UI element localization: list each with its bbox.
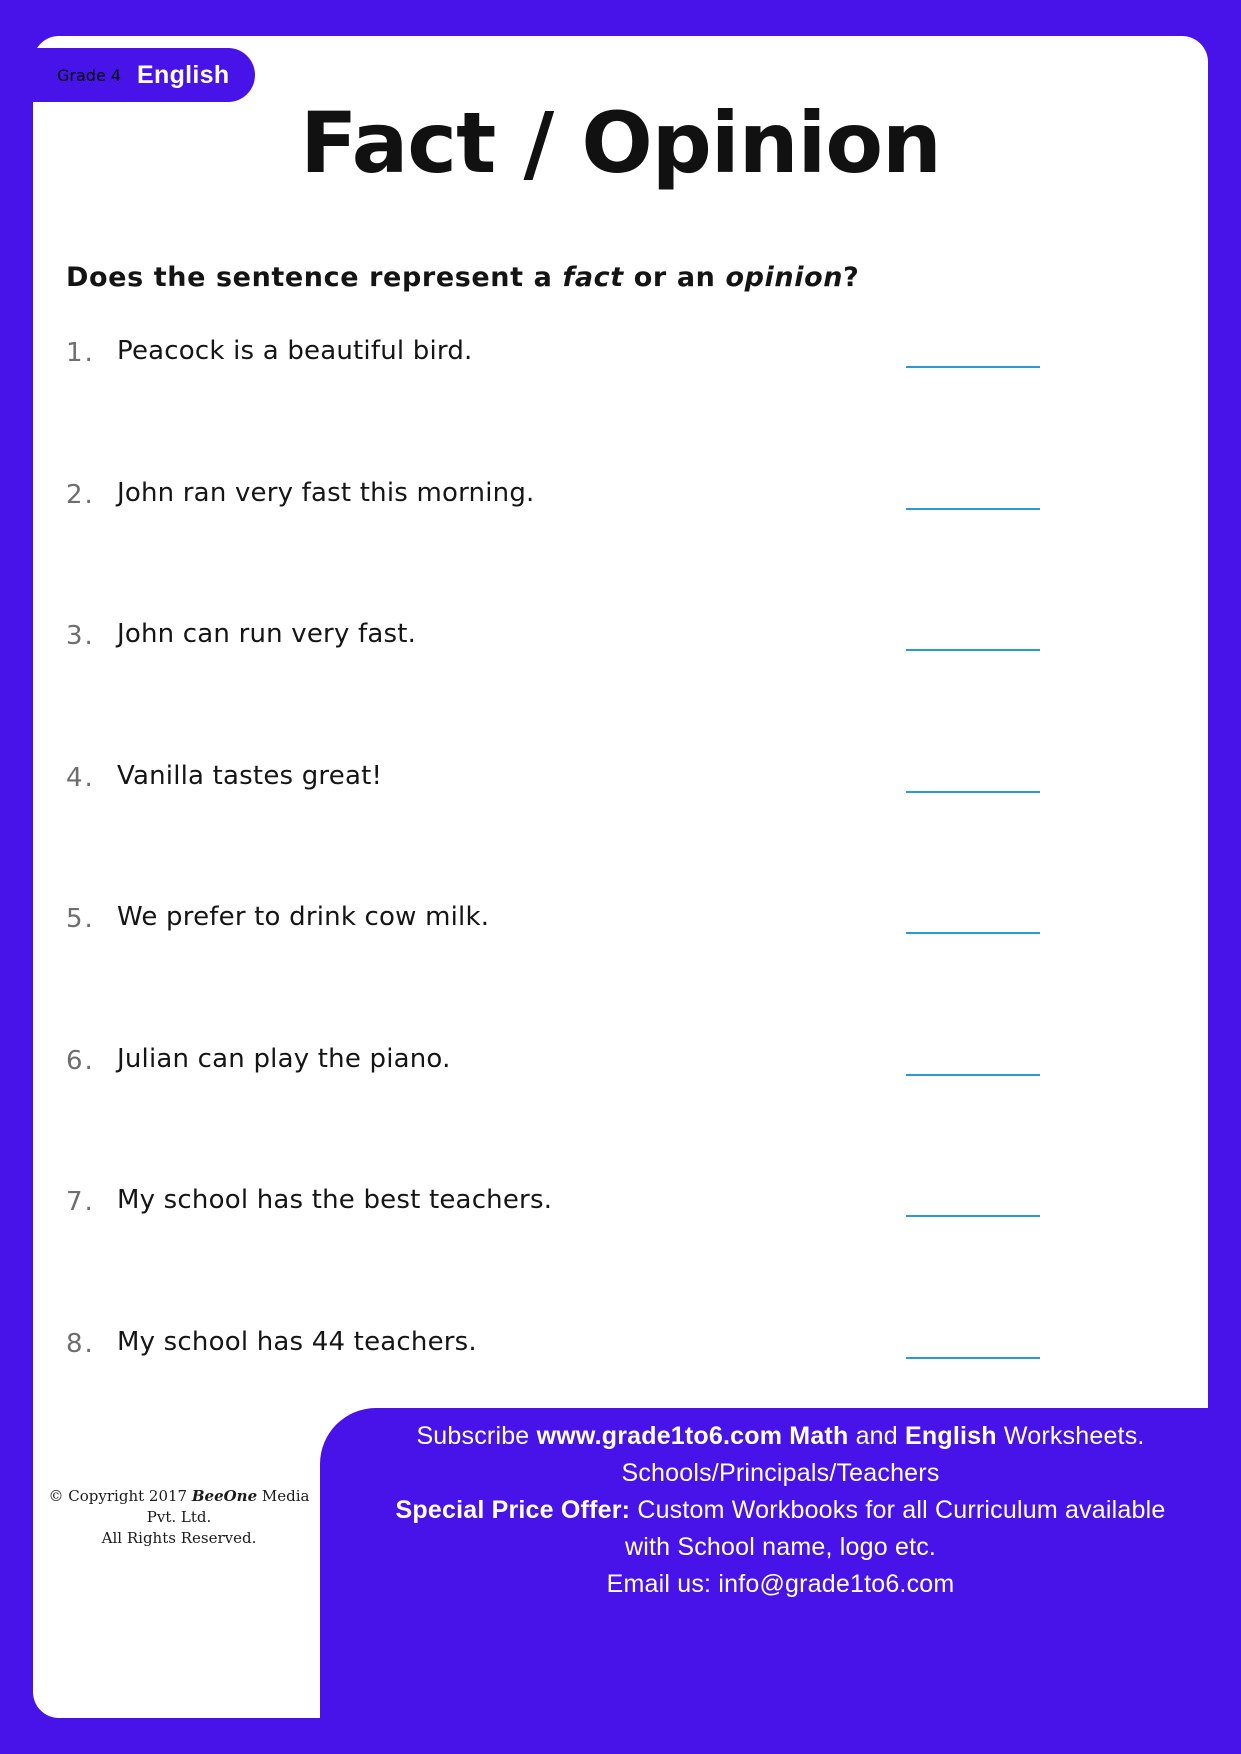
footer-offer-text: Custom Workbooks for all Curriculum available	[630, 1496, 1166, 1524]
question-number: 5.	[66, 904, 95, 934]
question-text: Julian can play the piano.	[117, 1043, 451, 1074]
question-number: 4.	[66, 762, 95, 793]
footer-line-email[interactable]: Email us: info@grade1to6.com	[606, 1570, 955, 1598]
question-number: 2.	[66, 479, 95, 510]
copyright-notice	[36, 1486, 322, 1549]
question-number: 1.	[66, 338, 95, 368]
instruction-emphasis-fact: fact	[562, 262, 624, 293]
question-row	[0, 1179, 1241, 1321]
question-text: Peacock is a beautiful bird.	[117, 336, 473, 366]
question-row	[0, 330, 1241, 472]
question-text: John ran very fast this morning.	[117, 477, 535, 508]
answer-blank-line[interactable]	[906, 508, 1040, 510]
footer-site-math[interactable]: www.grade1to6.com Math	[536, 1422, 849, 1450]
question-row	[0, 755, 1241, 897]
instruction-part-2: or an	[623, 262, 726, 293]
instruction-emphasis-opinion: opinion	[725, 262, 844, 293]
page-title: Fact / Opinion	[300, 94, 941, 192]
answer-blank-line[interactable]	[906, 1215, 1040, 1217]
answer-blank-line[interactable]	[906, 366, 1040, 368]
promo-footer-banner	[320, 1408, 1241, 1754]
copyright-brand: BeeOne	[191, 1487, 258, 1505]
subject-label: English	[137, 60, 230, 89]
answer-blank-line[interactable]	[906, 1357, 1040, 1359]
answer-blank-line[interactable]	[906, 649, 1040, 651]
copyright-line-1	[36, 1486, 322, 1528]
question-text: John can run very fast.	[117, 619, 417, 649]
question-text: My school has the best teachers.	[117, 1185, 553, 1215]
question-row	[0, 1038, 1241, 1180]
footer-line-offer	[320, 1492, 1241, 1529]
question-row	[0, 472, 1241, 614]
footer-offer-label: Special Price Offer:	[395, 1496, 631, 1524]
instruction-part-3: ?	[843, 262, 860, 293]
answer-blank-line[interactable]	[906, 1074, 1040, 1076]
footer-line-subscribe	[320, 1418, 1241, 1455]
copyright-prefix: © Copyright 2017	[48, 1487, 192, 1505]
grade-subject-tab	[33, 48, 255, 102]
footer-worksheets: Worksheets.	[996, 1422, 1145, 1450]
question-row	[0, 613, 1241, 755]
question-text: My school has 44 teachers.	[117, 1326, 477, 1357]
question-number: 7.	[66, 1187, 95, 1217]
grade-label: Grade 4	[57, 65, 122, 85]
question-row	[0, 896, 1241, 1038]
footer-line-audience: Schools/Principals/Teachers	[621, 1459, 940, 1487]
instruction-part-1: Does the sentence represent a	[66, 262, 563, 293]
question-number: 3.	[66, 621, 95, 651]
question-number: 6.	[66, 1045, 95, 1076]
question-list	[0, 330, 1241, 1462]
footer-line-customization: with School name, logo etc.	[624, 1533, 937, 1561]
copyright-line-2: All Rights Reserved.	[101, 1529, 257, 1547]
question-text: Vanilla tastes great!	[117, 760, 383, 791]
footer-subscribe-text: Subscribe	[416, 1422, 537, 1450]
answer-blank-line[interactable]	[906, 791, 1040, 793]
question-text: We prefer to drink cow milk.	[117, 902, 490, 932]
footer-and: and	[848, 1422, 906, 1450]
instruction-text	[66, 262, 859, 293]
answer-blank-line[interactable]	[906, 932, 1040, 934]
footer-english: English	[905, 1422, 997, 1450]
question-number: 8.	[66, 1328, 95, 1359]
copyright-suffix: Media Pvt. Ltd.	[146, 1487, 310, 1526]
